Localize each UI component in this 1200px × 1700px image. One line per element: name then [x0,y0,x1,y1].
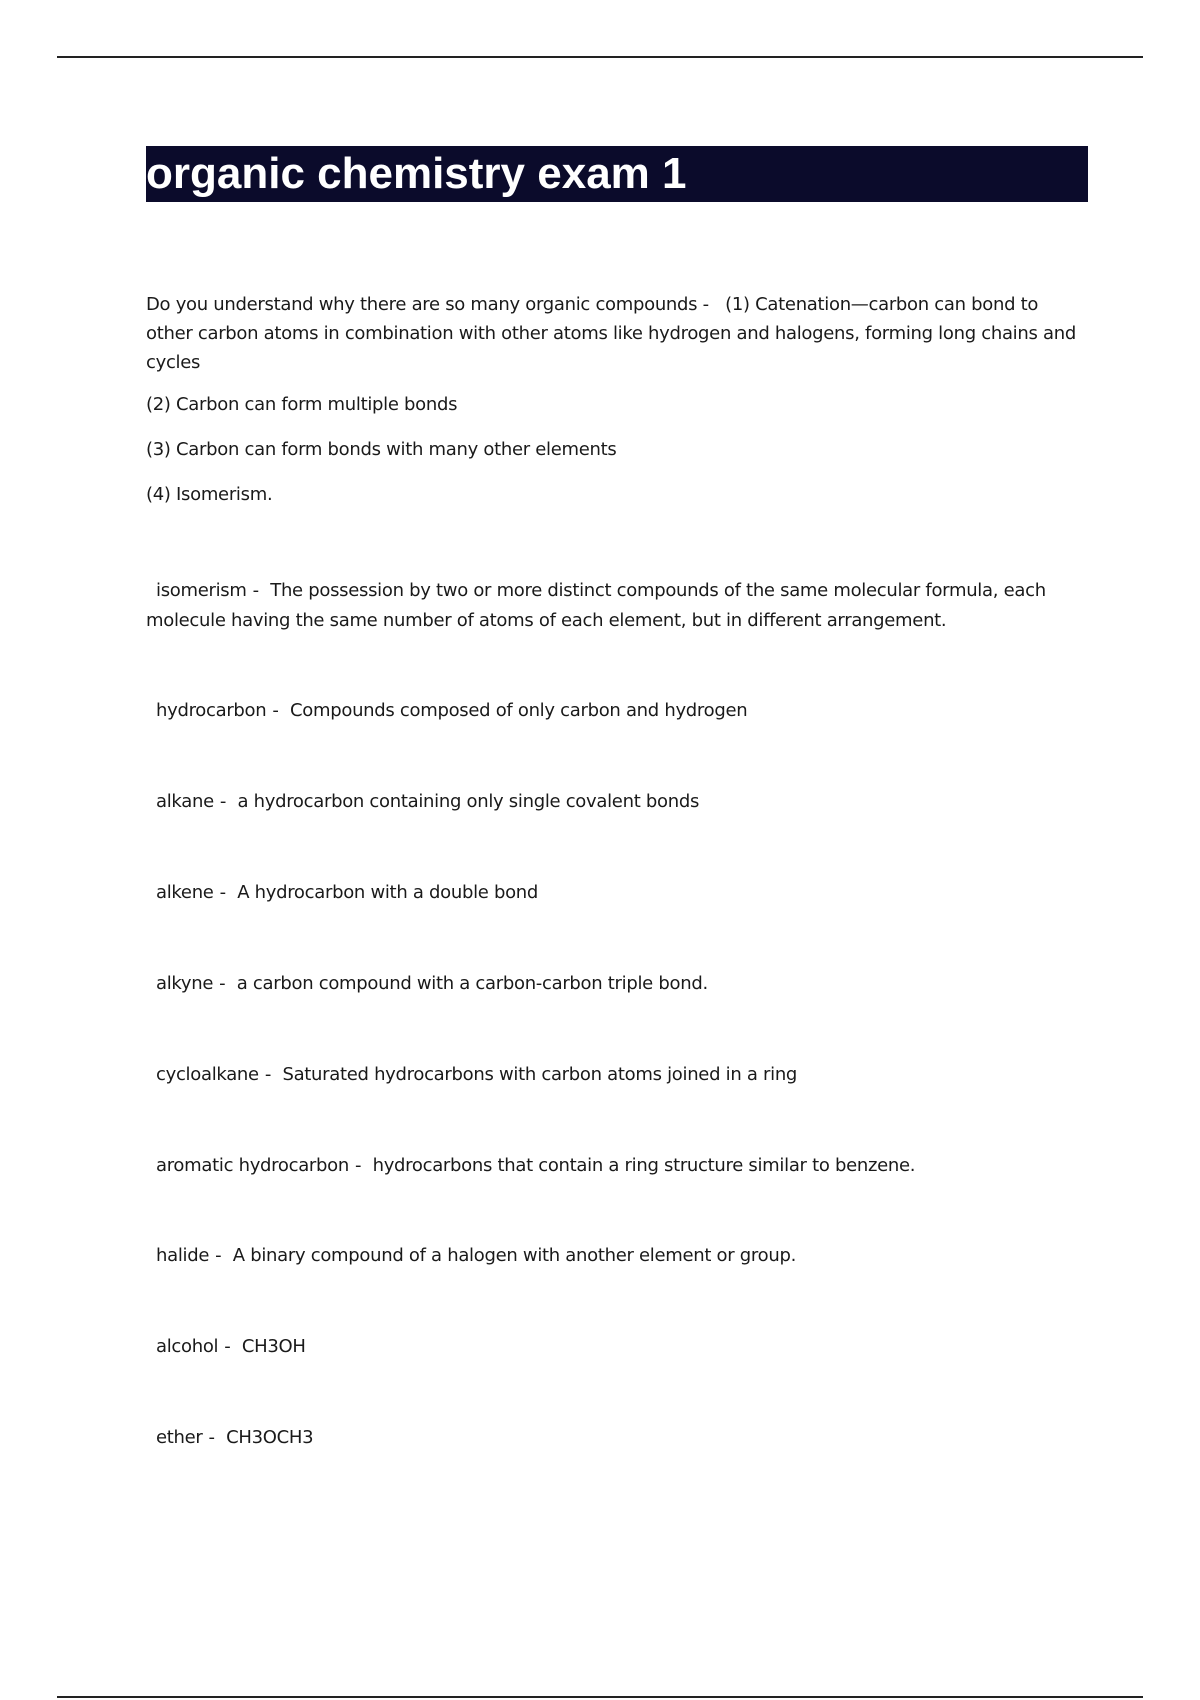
intro-answer-2: (2) Carbon can form multiple bonds [146,394,458,415]
definition-alkene [146,878,1086,908]
definition-separator: - [219,973,226,994]
definition-text: Saturated hydrocarbons with carbon atoms joined in a ring [282,1064,798,1085]
definition-alkyne [146,969,1086,999]
definition-term: alkyne [156,973,214,994]
definition-term: alkane [156,791,214,812]
definition-term: alcohol [156,1336,219,1357]
definition-isomerism [146,576,1086,636]
definition-term: halide [156,1245,210,1266]
definition-term: hydrocarbon [156,700,267,721]
definition-aromatic-hydrocarbon [146,1151,1086,1181]
intro-section [146,290,1086,525]
definition-alkane [146,787,1086,817]
intro-answer-3: (3) Carbon can form bonds with many other elements [146,439,617,460]
intro-question: Do you understand why there are so many organic compounds - [146,294,709,315]
intro-answer-4: (4) Isomerism. [146,484,273,505]
definition-text: a carbon compound with a carbon-carbon triple bond. [236,973,708,994]
definition-separator: - [224,1336,231,1357]
definition-ether [146,1423,1086,1453]
intro-answer-1: (1) Catenation—carbon can bond to other carbon atoms in combination with other atoms like hydrogen and halogens, forming long chains and cycles [146,294,1076,373]
definition-text: A hydrocarbon with a double bond [237,882,539,903]
definition-separator: - [219,882,226,903]
definition-hydrocarbon [146,696,1086,726]
definition-text: CH3OCH3 [226,1427,314,1448]
definition-separator: - [208,1427,215,1448]
definition-separator: - [215,1245,222,1266]
bottom-rule [57,1696,1143,1698]
definition-text: hydrocarbons that contain a ring structure similar to benzene. [372,1155,916,1176]
definition-text: The possession by two or more distinct compounds of the same molecular formula, each molecule having the same number of atoms of each element, but in different arrangement. [146,580,1046,631]
intro-paragraph [146,290,1086,377]
definition-term: alkene [156,882,214,903]
definition-separator: - [264,1064,272,1085]
definition-separator: - [219,791,227,812]
definition-separator: - [252,580,259,601]
definition-term: aromatic hydrocarbon [156,1155,349,1176]
definition-cycloalkane [146,1060,1086,1090]
definition-term: isomerism [156,580,247,601]
definition-alcohol [146,1332,1086,1362]
definition-text: Compounds composed of only carbon and hydrogen [290,700,748,721]
definition-halide [146,1241,1086,1271]
definition-separator: - [354,1155,362,1176]
definition-text: a hydrocarbon containing only single covalent bonds [237,791,700,812]
definition-separator: - [272,700,279,721]
page-title: organic chemistry exam 1 [146,146,1088,202]
definition-text: CH3OH [241,1336,306,1357]
definition-term: ether [156,1427,203,1448]
top-rule [57,56,1143,58]
definition-text: A binary compound of a halogen with another element or group. [232,1245,796,1266]
definition-term: cycloalkane [156,1064,259,1085]
